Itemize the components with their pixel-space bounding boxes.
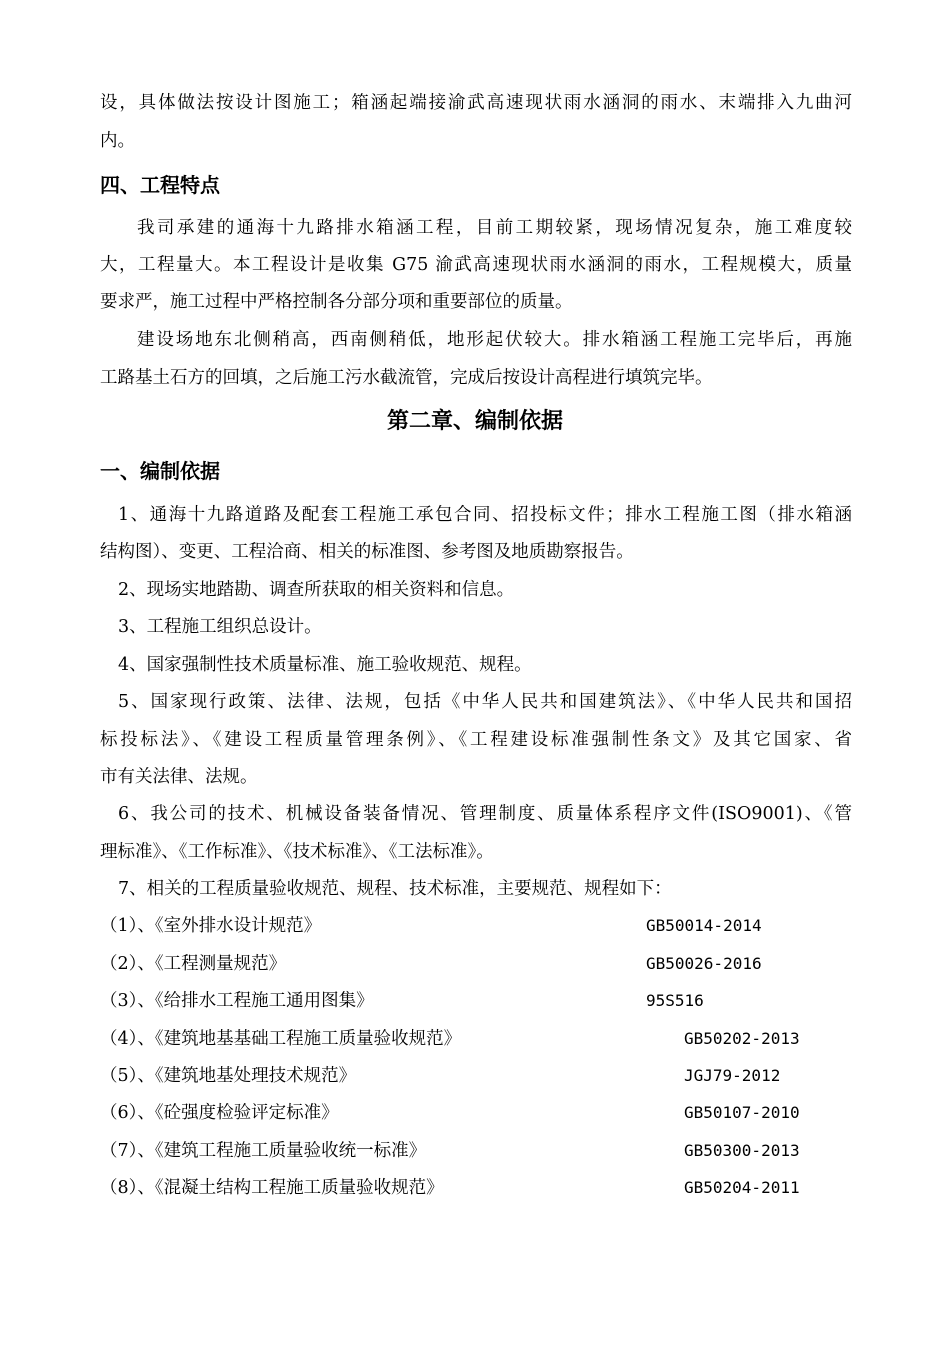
- standard-code: GB50026-2016: [646, 954, 762, 973]
- standard-code: GB50204-2011: [684, 1178, 800, 1197]
- list-item: 3、工程施工组织总设计。: [118, 617, 322, 637]
- standard-name: （7）、《建筑工程施工质量验收统一标准》: [100, 1141, 427, 1161]
- standard-code: GB50202-2013: [684, 1029, 800, 1048]
- section-heading: 四、工程特点: [100, 173, 220, 197]
- chapter-title: 第二章、编制依据: [386, 409, 563, 434]
- list-item-line: 结构图）、变更、工程洽商、相关的标准图、参考图及地质勘察报告。: [100, 542, 634, 562]
- standard-code: GB50014-2014: [646, 916, 762, 935]
- standard-code: JGJ79-2012: [684, 1066, 781, 1085]
- paragraph-line: 内。: [100, 131, 135, 151]
- standard-code: 95S516: [646, 991, 704, 1010]
- paragraph-line: 设，具体做法按设计图施工；箱涵起端接渝武高速现状雨水涵洞的雨水、末端排入九曲河: [100, 93, 852, 113]
- list-item-line: 6、我公司的技术、机械设备装备情况、管理制度、质量体系程序文件(ISO9001)、《管: [118, 804, 852, 824]
- standard-name: （4）、《建筑地基基础工程施工质量验收规范》: [100, 1029, 462, 1049]
- section-heading: 一、编制依据: [100, 459, 220, 483]
- paragraph-line: 要求严，施工过程中严格控制各分部分项和重要部位的质量。: [100, 292, 573, 312]
- standard-name: （1）、《室外排水设计规范》: [100, 916, 322, 936]
- paragraph-line: 工路基土石方的回填，之后施工污水截流管，完成后按设计高程进行填筑完毕。: [100, 368, 713, 388]
- paragraph-line: 大，工程量大。本工程设计是收集 G75 渝武高速现状雨水涵洞的雨水，工程规模大，质量: [100, 255, 852, 275]
- list-item-line: 市有关法律、法规。: [100, 767, 258, 787]
- list-item-line: 标投标法》、《建设工程质量管理条例》、《工程建设标准强制性条文》及其它国家、省: [100, 730, 852, 750]
- list-item: 4、国家强制性技术质量标准、施工验收规范、规程。: [118, 655, 532, 675]
- list-item-line: 5、国家现行政策、法律、法规，包括《中华人民共和国建筑法》、《中华人民共和国招: [118, 692, 852, 712]
- list-item-line: 理标准》、《工作标准》、《技术标准》、《工法标准》。: [100, 842, 494, 862]
- paragraph-line: 我司承建的通海十九路排水箱涵工程，目前工期较紧，现场情况复杂，施工难度较: [137, 218, 852, 238]
- paragraph-line: 建设场地东北侧稍高，西南侧稍低，地形起伏较大。排水箱涵工程施工完毕后，再施: [137, 330, 852, 350]
- standard-name: （5）、《建筑地基处理技术规范》: [100, 1066, 357, 1086]
- standard-name: （6）、《砼强度检验评定标准》: [100, 1103, 339, 1123]
- list-item: 2、现场实地踏勘、调查所获取的相关资料和信息。: [118, 580, 515, 600]
- standard-name: （8）、《混凝土结构工程施工质量验收规范》: [100, 1178, 444, 1198]
- list-item: 7、相关的工程质量验收规范、规程、技术标准，主要规范、规程如下：: [118, 879, 672, 899]
- standard-name: （3）、《给排水工程施工通用图集》: [100, 991, 374, 1011]
- standard-name: （2）、《工程测量规范》: [100, 954, 287, 974]
- standard-code: GB50300-2013: [684, 1141, 800, 1160]
- standard-code: GB50107-2010: [684, 1103, 800, 1122]
- list-item-line: 1、通海十九路道路及配套工程施工承包合同、招投标文件；排水工程施工图（排水箱涵: [118, 505, 852, 525]
